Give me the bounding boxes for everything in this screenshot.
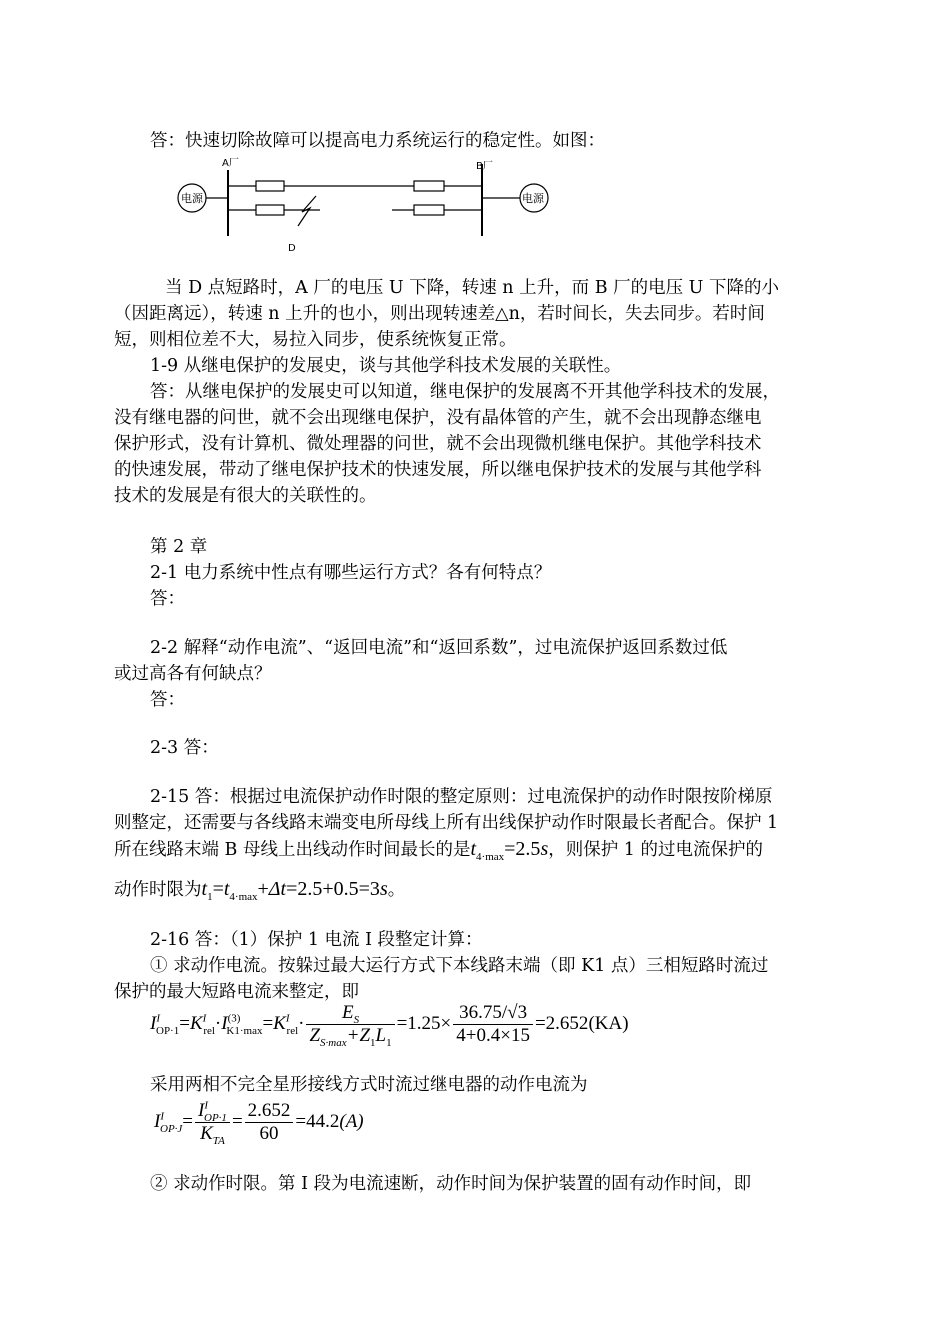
- answer-2-16-line-2: ① 求动作电流。按躲过最大运行方式下本线路末端（即 K1 点）三相短路时流过: [150, 956, 769, 976]
- question-2-1: 2-1 电力系统中性点有哪些运行方式？各有何特点？: [150, 563, 552, 583]
- formula-t1: $t_1=t_{4\cdot max}+\Delta t=2.5+0.5=3s$: [201, 878, 388, 903]
- chapter-heading: 第 2 章: [150, 537, 208, 557]
- resistor-upper-right: [414, 181, 444, 191]
- fault-symbol: [298, 196, 316, 226]
- answer-2-15-line-1: 2-15 答：根据过电流保护动作时限的整定原则：过电流保护的动作时限按阶梯原: [150, 787, 773, 807]
- para-d-line-3: 短，则相位差不大，易拉入同步，使系统恢复正常。: [114, 330, 517, 350]
- answer-1-9-line-2: 没有继电器的问世，就不会出现继电保护，没有晶体管的产生，就不会出现静态继电: [114, 408, 762, 428]
- answer-2-15-line-2: 则整定，还需要与各线路末端变电所母线上所有出线保护动作时限最长者配合。保护 1: [114, 813, 779, 833]
- question-2-2-line-2: 或过高各有何缺点？: [114, 664, 272, 684]
- question-1-9: 1-9 从继电保护的发展史，谈与其他学科技术发展的关联性。: [150, 356, 622, 376]
- answer-1-8: 答：快速切除故障可以提高电力系统运行的稳定性。如图：: [150, 131, 605, 151]
- para-d-line-1: 当 D 点短路时，A 厂的电压 U 下降，转速 n 上升，而 B 厂的电压 U 下降的小: [165, 278, 779, 298]
- resistor-lower-left: [256, 205, 284, 215]
- source-right-label: 电源: [522, 192, 544, 205]
- formula-t4max: $t_{4\cdot max}=2.5s$: [470, 838, 549, 863]
- answer-2-16-line-4: 采用两相不完全星形接线方式时流过继电器的动作电流为: [150, 1075, 588, 1095]
- label-b: B厂: [476, 161, 493, 172]
- circuit-diagram: [170, 152, 560, 257]
- question-2-2-line-1: 2-2 解释“动作电流”、“返回电流”和“返回系数”，过电流保护返回系数过低: [150, 638, 728, 658]
- answer-2-16-line-3: 保护的最大短路电流来整定，即: [114, 982, 359, 1002]
- answer-2-1: 答：: [150, 589, 185, 609]
- answer-1-9-line-4: 的快速发展，带动了继电保护技术的快速发展，所以继电保护技术的发展与其他学科: [114, 460, 762, 480]
- answer-2-15-line-3: 所在线路末端 B 母线上出线动作时间最长的是$t_{4\cdot max}=2.5s$，则保护 1 的过电流保护的: [114, 838, 763, 863]
- answer-2-3: 2-3 答：: [150, 738, 219, 758]
- resistor-upper-left: [256, 181, 284, 191]
- resistor-lower-right: [414, 205, 444, 215]
- answer-2-15-line-4: 动作时限为$t_1=t_{4\cdot max}+\Delta t=2.5+0.5=3s$。: [114, 878, 406, 903]
- label-a: A厂: [222, 158, 239, 169]
- answer-2-2: 答：: [150, 690, 185, 710]
- answer-1-9-line-1: 答：从继电保护的发展史可以知道，继电保护的发展离不开其他学科技术的发展，: [150, 382, 780, 402]
- answer-2-16-line-1: 2-16 答：（1）保护 1 电流 I 段整定计算：: [150, 930, 483, 950]
- para-d-line-2: （因距离远），转速 n 上升的也小，则出现转速差△n，若时间长，失去同步。若时间: [114, 304, 765, 324]
- answer-1-9-line-3: 保护形式，没有计算机、微处理器的问世，就不会出现微机继电保护。其他学科技术: [114, 434, 762, 454]
- answer-1-9-line-5: 技术的发展是有很大的关联性的。: [114, 486, 377, 506]
- formula-iopj: $I^I_{OP\cdot J}=$ $\frac{I^I_{OP\cdot 1}}{K_{TA}}$ = $\frac{2.652}{60}$ =44.2(A): [154, 1099, 364, 1147]
- source-left-label: 电源: [181, 192, 203, 205]
- fault-label: D: [288, 243, 296, 254]
- answer-2-16-line-5: ② 求动作时限。第 I 段为电流速断，动作时间为保护装置的固有动作时间，即: [150, 1174, 752, 1194]
- formula-iop1: $I^I_{OP\cdot 1}=K^I_{rel}\cdot I^{(3)}_{K1\cdot max}=K^I_{rel}\cdot$ $\frac{E_S}{Z_{S\cdot max}+Z_1L_1}$ =1.25× $\frac{36.75/√3}{4+0.4\times 15}$ =2.652(KA): [150, 1002, 629, 1049]
